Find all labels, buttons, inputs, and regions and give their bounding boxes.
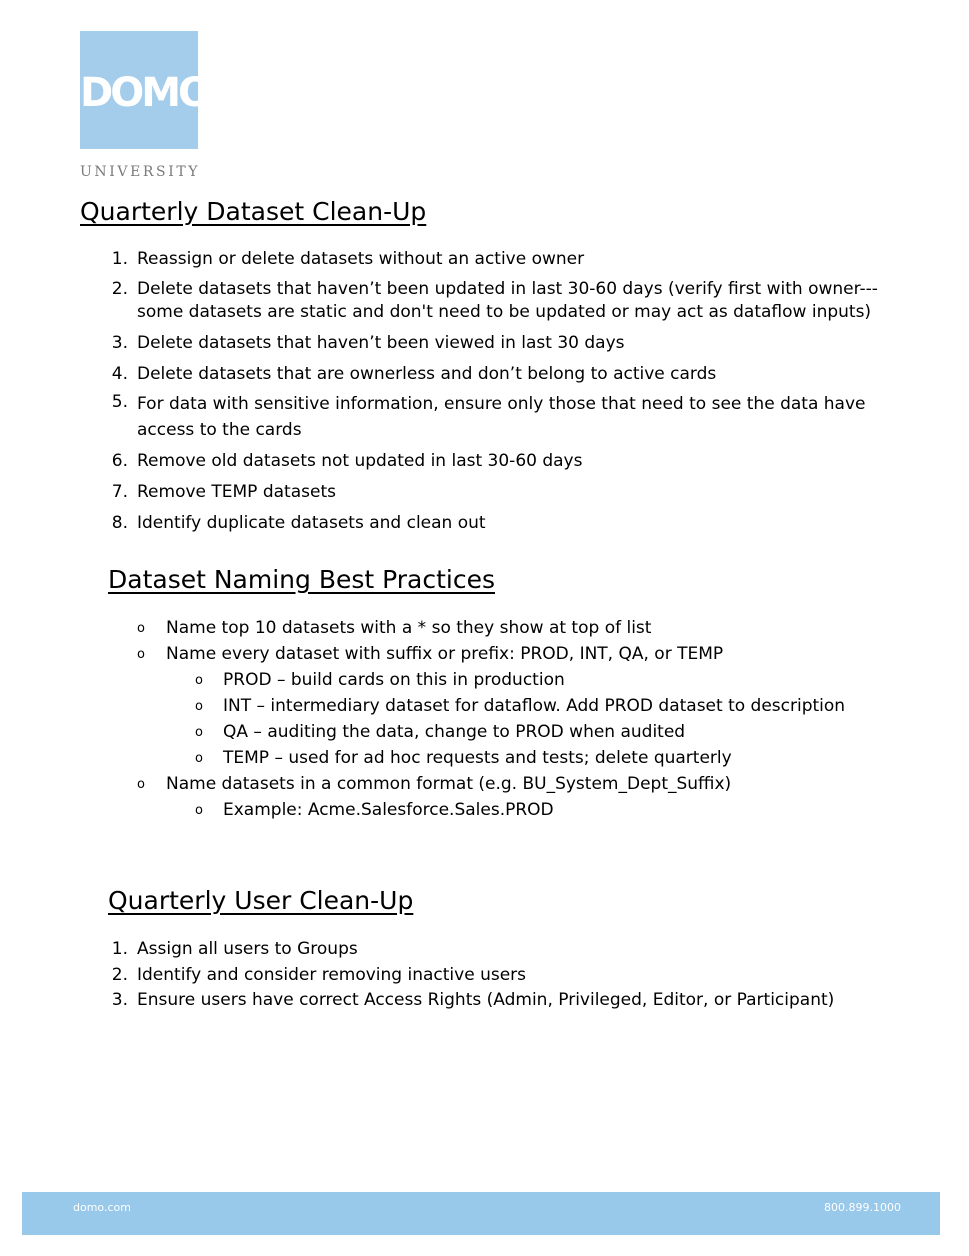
bullet-icon: o xyxy=(195,751,203,766)
bullet-icon: o xyxy=(195,803,203,818)
bullet-text: Example: Acme.Salesforce.Sales.PROD xyxy=(223,800,554,820)
list-text: Remove TEMP datasets xyxy=(137,482,336,502)
list-text: Identify duplicate datasets and clean out xyxy=(137,513,486,533)
list-text: Reassign or delete datasets without an active owner xyxy=(137,249,585,269)
bullet-text: INT – intermediary dataset for dataflow. Add PROD dataset to description xyxy=(223,696,846,716)
footer-bar xyxy=(22,1192,940,1235)
bullet-icon: o xyxy=(137,621,145,636)
list-number: 3. xyxy=(111,333,128,353)
section-title-user-cleanup: Quarterly User Clean-Up xyxy=(108,886,414,915)
list-text: Delete datasets that haven’t been updated in last 30-60 days (verify first with owner---some datasets are static and don't need to be updated or may act as dataflow inputs) xyxy=(137,279,878,322)
bullet-text: Name every dataset with suffix or prefix: PROD, INT, QA, or TEMP xyxy=(166,644,724,664)
section-title-naming-best-practices: Dataset Naming Best Practices xyxy=(108,565,496,594)
list-text: Assign all users to Groups xyxy=(137,939,358,959)
list-number: 7. xyxy=(111,482,128,502)
bullet-icon: o xyxy=(137,647,145,662)
bullet-text: Name datasets in a common format (e.g. BU_System_Dept_Suffix) xyxy=(166,774,732,794)
list-text: Delete datasets that are ownerless and don’t belong to active cards xyxy=(137,364,717,384)
bullet-icon: o xyxy=(195,673,203,688)
list-text: Ensure users have correct Access Rights (Admin, Privileged, Editor, or Participant) xyxy=(137,990,835,1010)
bullet-text: PROD – build cards on this in production xyxy=(223,670,565,690)
bullet-text: Name top 10 datasets with a * so they show at top of list xyxy=(166,618,652,638)
list-number: 2. xyxy=(111,279,128,299)
domo-logo xyxy=(80,31,210,149)
list-number: 1. xyxy=(111,249,128,269)
bullet-text: QA – auditing the data, change to PROD when audited xyxy=(223,722,686,742)
list-number: 1. xyxy=(111,939,128,959)
logo-brand-text: DOMO xyxy=(80,70,210,116)
bullet-icon: o xyxy=(137,777,145,792)
list-number: 5. xyxy=(111,392,128,412)
bullet-icon: o xyxy=(195,725,203,740)
list-number: 8. xyxy=(111,513,128,533)
list-number: 4. xyxy=(111,364,128,384)
bullet-icon: o xyxy=(195,699,203,714)
list-text: For data with sensitive information, ensure only those that need to see the data have access to the cards xyxy=(137,394,866,440)
list-text: Identify and consider removing inactive users xyxy=(137,965,527,985)
list-number: 6. xyxy=(111,451,128,471)
list-number: 3. xyxy=(111,990,128,1010)
list-text: Delete datasets that haven’t been viewed in last 30 days xyxy=(137,333,625,353)
section-title-dataset-cleanup: Quarterly Dataset Clean-Up xyxy=(80,197,427,226)
logo-subtitle: UNIVERSITY xyxy=(80,164,201,180)
list-text: Remove old datasets not updated in last 30-60 days xyxy=(137,451,583,471)
bullet-text: TEMP – used for ad hoc requests and tests; delete quarterly xyxy=(223,748,732,768)
footer-website: domo.com xyxy=(73,1201,131,1214)
footer-phone: 800.899.1000 xyxy=(824,1201,901,1214)
list-number: 2. xyxy=(111,965,128,985)
